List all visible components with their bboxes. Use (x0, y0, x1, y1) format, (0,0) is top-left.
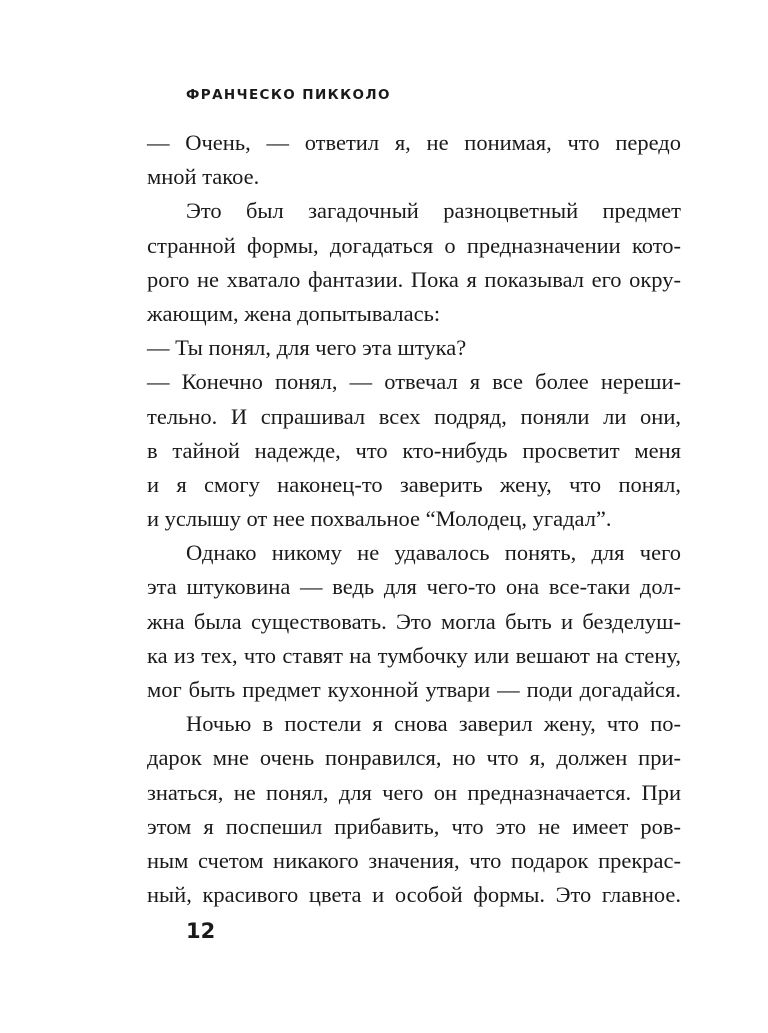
text-line: в тайной надежде, что кто-нибудь просветит меня (147, 437, 681, 463)
text-line: жна была существовать. Это могла быть и безделуш- (147, 608, 681, 634)
text-line: ный, красивого цвета и особой формы. Это главное. (147, 882, 681, 908)
text-line: странной формы, догадаться о предназначении кото- (147, 232, 681, 258)
text-line: и услышу от нее похвальное “Молодец, угадал”. (147, 506, 612, 532)
text-line: ным счетом никакого значения, что подарок прекрас- (147, 847, 681, 873)
text-line: рого не хватало фантазии. Пока я показывал его окру- (147, 266, 681, 292)
text-line: жающим, жена допытывалась: (147, 300, 441, 326)
body-text (147, 126, 681, 912)
page-number: 12 (186, 919, 216, 943)
text-line: ка из тех, что ставят на тумбочку или вешают на стену, (147, 642, 681, 668)
running-head: ФРАНЧЕСКО ПИККОЛО (186, 87, 391, 103)
text-line: тельно. И спрашивал всех подряд, поняли ли они, (147, 403, 681, 429)
text-line: мной такое. (147, 164, 260, 190)
text-line: — Очень, — ответил я, не понимая, что передо (147, 130, 681, 155)
text-line: — Ты понял, для чего эта штука? (147, 335, 467, 361)
text-line: — Конечно понял, — отвечал я все более нереши- (147, 369, 681, 395)
text-line: мог быть предмет кухонной утвари — поди догадайся. (147, 677, 681, 702)
text-line: этом я поспешил прибавить, что это не имеет ров- (147, 813, 681, 839)
text-line: Ночью в постели я снова заверил жену, что по- (186, 711, 681, 737)
text-line: Однако никому не удавалось понять, для чего (186, 540, 681, 566)
text-line: эта штуковина — ведь для чего-то она все-таки дол- (147, 574, 681, 600)
text-line: Это был загадочный разноцветный предмет (186, 198, 681, 224)
text-line: и я смогу наконец-то заверить жену, что понял, (147, 471, 681, 497)
text-line: знаться, не понял, для чего он предназначается. При (147, 779, 681, 805)
text-line: дарок мне очень понравился, но что я, должен при- (147, 745, 681, 771)
